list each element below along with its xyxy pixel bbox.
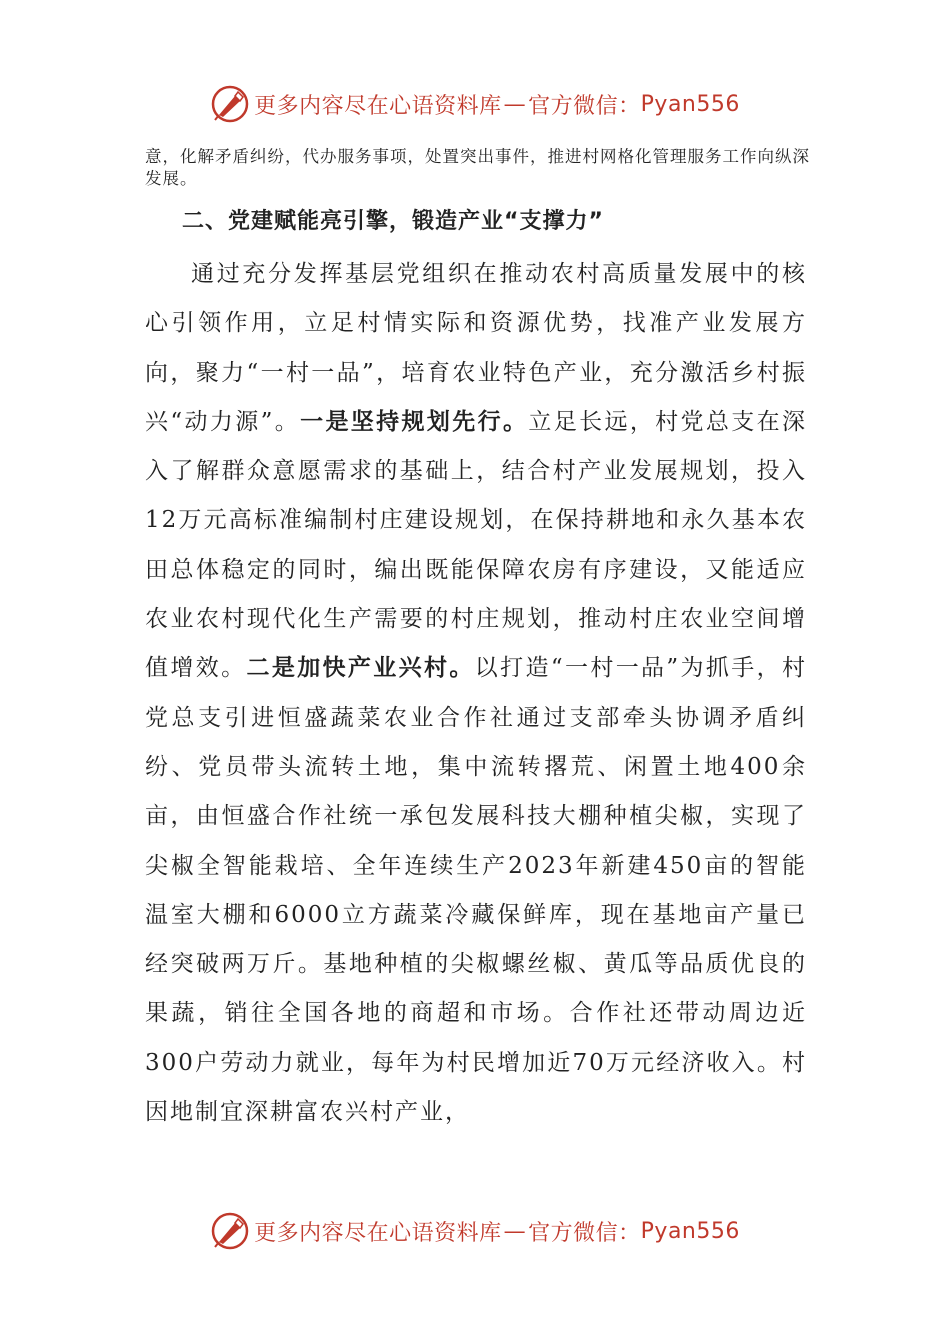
footer-banner-separator: — [503,1218,527,1244]
intro-paragraph: 意，化解矛盾纠纷，代办服务事项，处置突出事件，推进村网格化管理服务工作向纵深发展。 [145,147,810,188]
body-text-segment-1: 通过充分发挥基层党组织在推动农村高质量发展中的核心引领作用，立足村情实际和资源优势，找准产业发展方向，聚力“一村一品”，培育农业特色产业，充分激活乡村振兴“动力源”。 [145,261,807,435]
footer-banner [0,1209,950,1253]
footer-banner-official-label: 官方微信： [528,1220,641,1246]
bold-lead-planning: 一是坚持规划先行。 [300,408,529,435]
header-banner [0,82,950,126]
banner-official-label: 官方微信： [528,93,641,119]
banner-separator: — [503,91,527,117]
banner-title: 更多内容尽在心语资料库 [254,93,502,119]
pen-nib-logo-icon [210,84,250,124]
footer-banner-wechat-handle: Pyan556 [640,1218,740,1244]
body-text-segment-2: 立足长远，村党总支在深入了解群众意愿需求的基础上，结合村产业发展规划，投入12万元高标准编制村庄建设规划，在保持耕地和永久基本农田总体稳定的同时，编出既能保障农房有序建设，又能适应农业农村现代化生产需要的村庄规划，推动村庄农业空间增值增效。 [145,408,808,682]
banner-wechat-handle: Pyan556 [640,91,740,117]
body-paragraph [145,250,807,1137]
pen-nib-logo-icon [210,1211,250,1251]
section-heading: 二、党建赋能亮引擎，锻造产业“支撑力” [182,209,604,234]
bold-lead-industry: 二是加快产业兴村。 [246,655,475,682]
body-text-segment-3: 以打造“一村一品”为抓手，村党总支引进恒盛蔬菜农业合作社通过支部牵头协调矛盾纠纷、党员带头流转土地，集中流转撂荒、闲置土地400余亩，由恒盛合作社统一承包发展科技大棚种植尖椒，实现了尖椒全智能栽培、全年连续生产2023年新建450亩的智能温室大棚和6000立方蔬菜冷藏保鲜库，现在基地亩产量已经突破两万斤。基地种植的尖椒螺丝椒、黄瓜等品质优良的果蔬，销往全国各地的商超和市场。合作社还带动周边近300户劳动力就业，每年为村民增加近70万元经济收入。村因地制宜深耕富农兴村产业， [145,655,808,1126]
footer-banner-title: 更多内容尽在心语资料库 [254,1220,502,1246]
